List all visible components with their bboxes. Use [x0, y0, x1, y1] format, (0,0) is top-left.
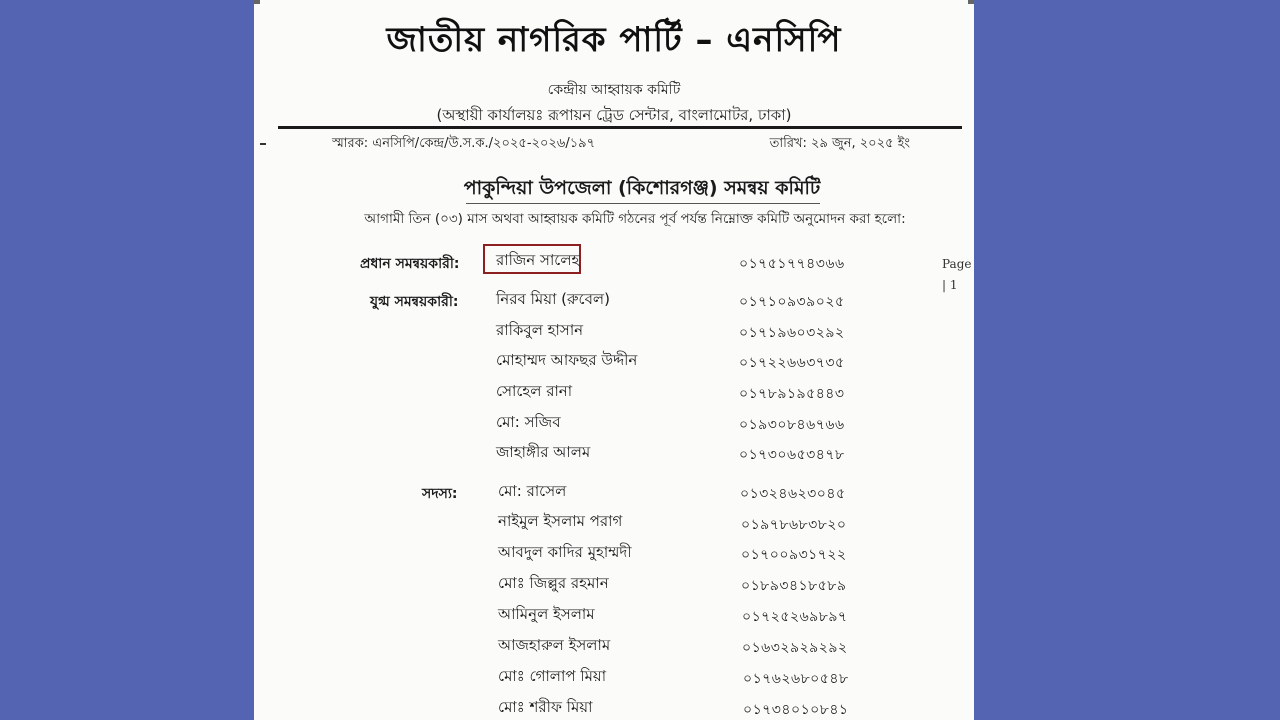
member-name: আমিনুল ইসলাম: [498, 605, 595, 623]
page-marker: [942, 254, 971, 296]
party-name-heading: জাতীয় নাগরিক পার্টি – এনসিপি: [386, 20, 842, 60]
joint-coordinator-phone: ০১৭১৯৬০৩২৯২: [739, 325, 845, 341]
member-name: মোঃ জিল্লুর রহমান: [498, 574, 609, 592]
joint-coordinator-phone: ০১৯৩০৮৪৬৭৬৬: [739, 417, 845, 433]
chief-coordinator-name: রাজিন সালেহ: [496, 251, 580, 269]
member-phone: ০১৭০০৯৩১৭২২: [741, 547, 847, 563]
office-address-line: (অস্থায়ী কার্যালয়ঃ রূপায়ন ট্রেড সেন্টার, বাংলামোটর, ঢাকা): [436, 106, 792, 124]
member-phone: ০১৭২৫২৬৯৮৯৭: [742, 609, 848, 625]
joint-coordinator-phone: ০১৭২২৬৬৩৭৩৫: [739, 355, 845, 371]
members-label: সদস্য:: [422, 486, 458, 502]
member-name: মোঃ গোলাপ মিয়া: [498, 667, 607, 685]
member-phone: ০১৮৯৩৪১৮৫৮৯: [741, 578, 847, 594]
member-phone: ০১৭৩৪০১০৮৪১: [743, 702, 849, 718]
approval-intro-text: আগামী তিন (০৩) মাস অথবা আহ্বায়ক কমিটি গঠনের পূর্ব পর্যন্ত নিম্নোক্ত কমিটি অনুমোদন করা হলো:: [364, 211, 906, 227]
committee-title-underline: [466, 203, 820, 204]
joint-coordinator-label: যুগ্ম সমন্বয়কারী:: [370, 294, 459, 310]
joint-coordinator-phone: ০১৭৩০৬৫৩৪৭৮: [739, 447, 845, 463]
page-marker-number: | 1: [942, 278, 958, 292]
committee-type-line: কেন্দ্রীয় আহ্বায়ক কমিটি: [547, 82, 681, 98]
joint-coordinator-name: নিরব মিয়া (রুবেল): [496, 290, 610, 308]
memo-date: তারিখ: ২৯ জুন, ২০২৫ ইং: [769, 136, 910, 151]
joint-coordinator-name: মো: সজিব: [496, 413, 561, 431]
page-corner-mark: [254, 0, 260, 4]
joint-coordinator-phone: ০১৭১০৯৩৯০২৫: [739, 294, 845, 310]
member-phone: ০১৯৭৮৬৮৩৮২০: [741, 517, 847, 533]
memo-reference: স্মারক: এনসিপি/কেন্দ্র/উ.স.ক./২০২৫-২০২৬/১৯৭: [332, 136, 596, 151]
member-phone: ০১৭৬২৬৮০৫৪৮: [743, 671, 849, 687]
joint-coordinator-name: জাহাঙ্গীর আলম: [496, 443, 591, 461]
chief-coordinator-phone: ০১৭৫১৭৭৪৩৬৬: [739, 256, 845, 272]
joint-coordinator-name: মোহাম্মদ আফছর উদ্দীন: [496, 351, 638, 369]
chief-coordinator-label: প্রধান সমন্বয়কারী:: [360, 256, 460, 272]
header-divider: [278, 126, 962, 129]
committee-title: পাকুন্দিয়া উপজেলা (কিশোরগঞ্জ) সমন্বয় কমিটি: [463, 177, 821, 199]
page-corner-mark: [968, 0, 974, 4]
member-phone: ০১৩২৪৬২৩০৪৫: [740, 486, 846, 502]
joint-coordinator-name: সোহেল রানা: [496, 382, 573, 400]
joint-coordinator-name: রাকিবুল হাসান: [496, 321, 584, 339]
joint-coordinator-phone: ০১৭৮৯১৯৫৪৪৩: [739, 386, 845, 402]
member-name: নাইমুল ইসলাম পরাগ: [498, 512, 623, 530]
margin-dash: [260, 143, 266, 145]
member-name: মোঃ শরীফ মিয়া: [498, 698, 593, 716]
member-phone: ০১৬৩২৯২৯২৯২: [742, 640, 848, 656]
page-marker-label: Page: [942, 257, 972, 271]
member-name: আজহারুল ইসলাম: [498, 636, 611, 654]
member-name: আবদুল কাদির মুহাম্মদী: [498, 543, 632, 561]
member-name: মো: রাসেল: [498, 482, 567, 500]
document-page: [254, 0, 974, 720]
